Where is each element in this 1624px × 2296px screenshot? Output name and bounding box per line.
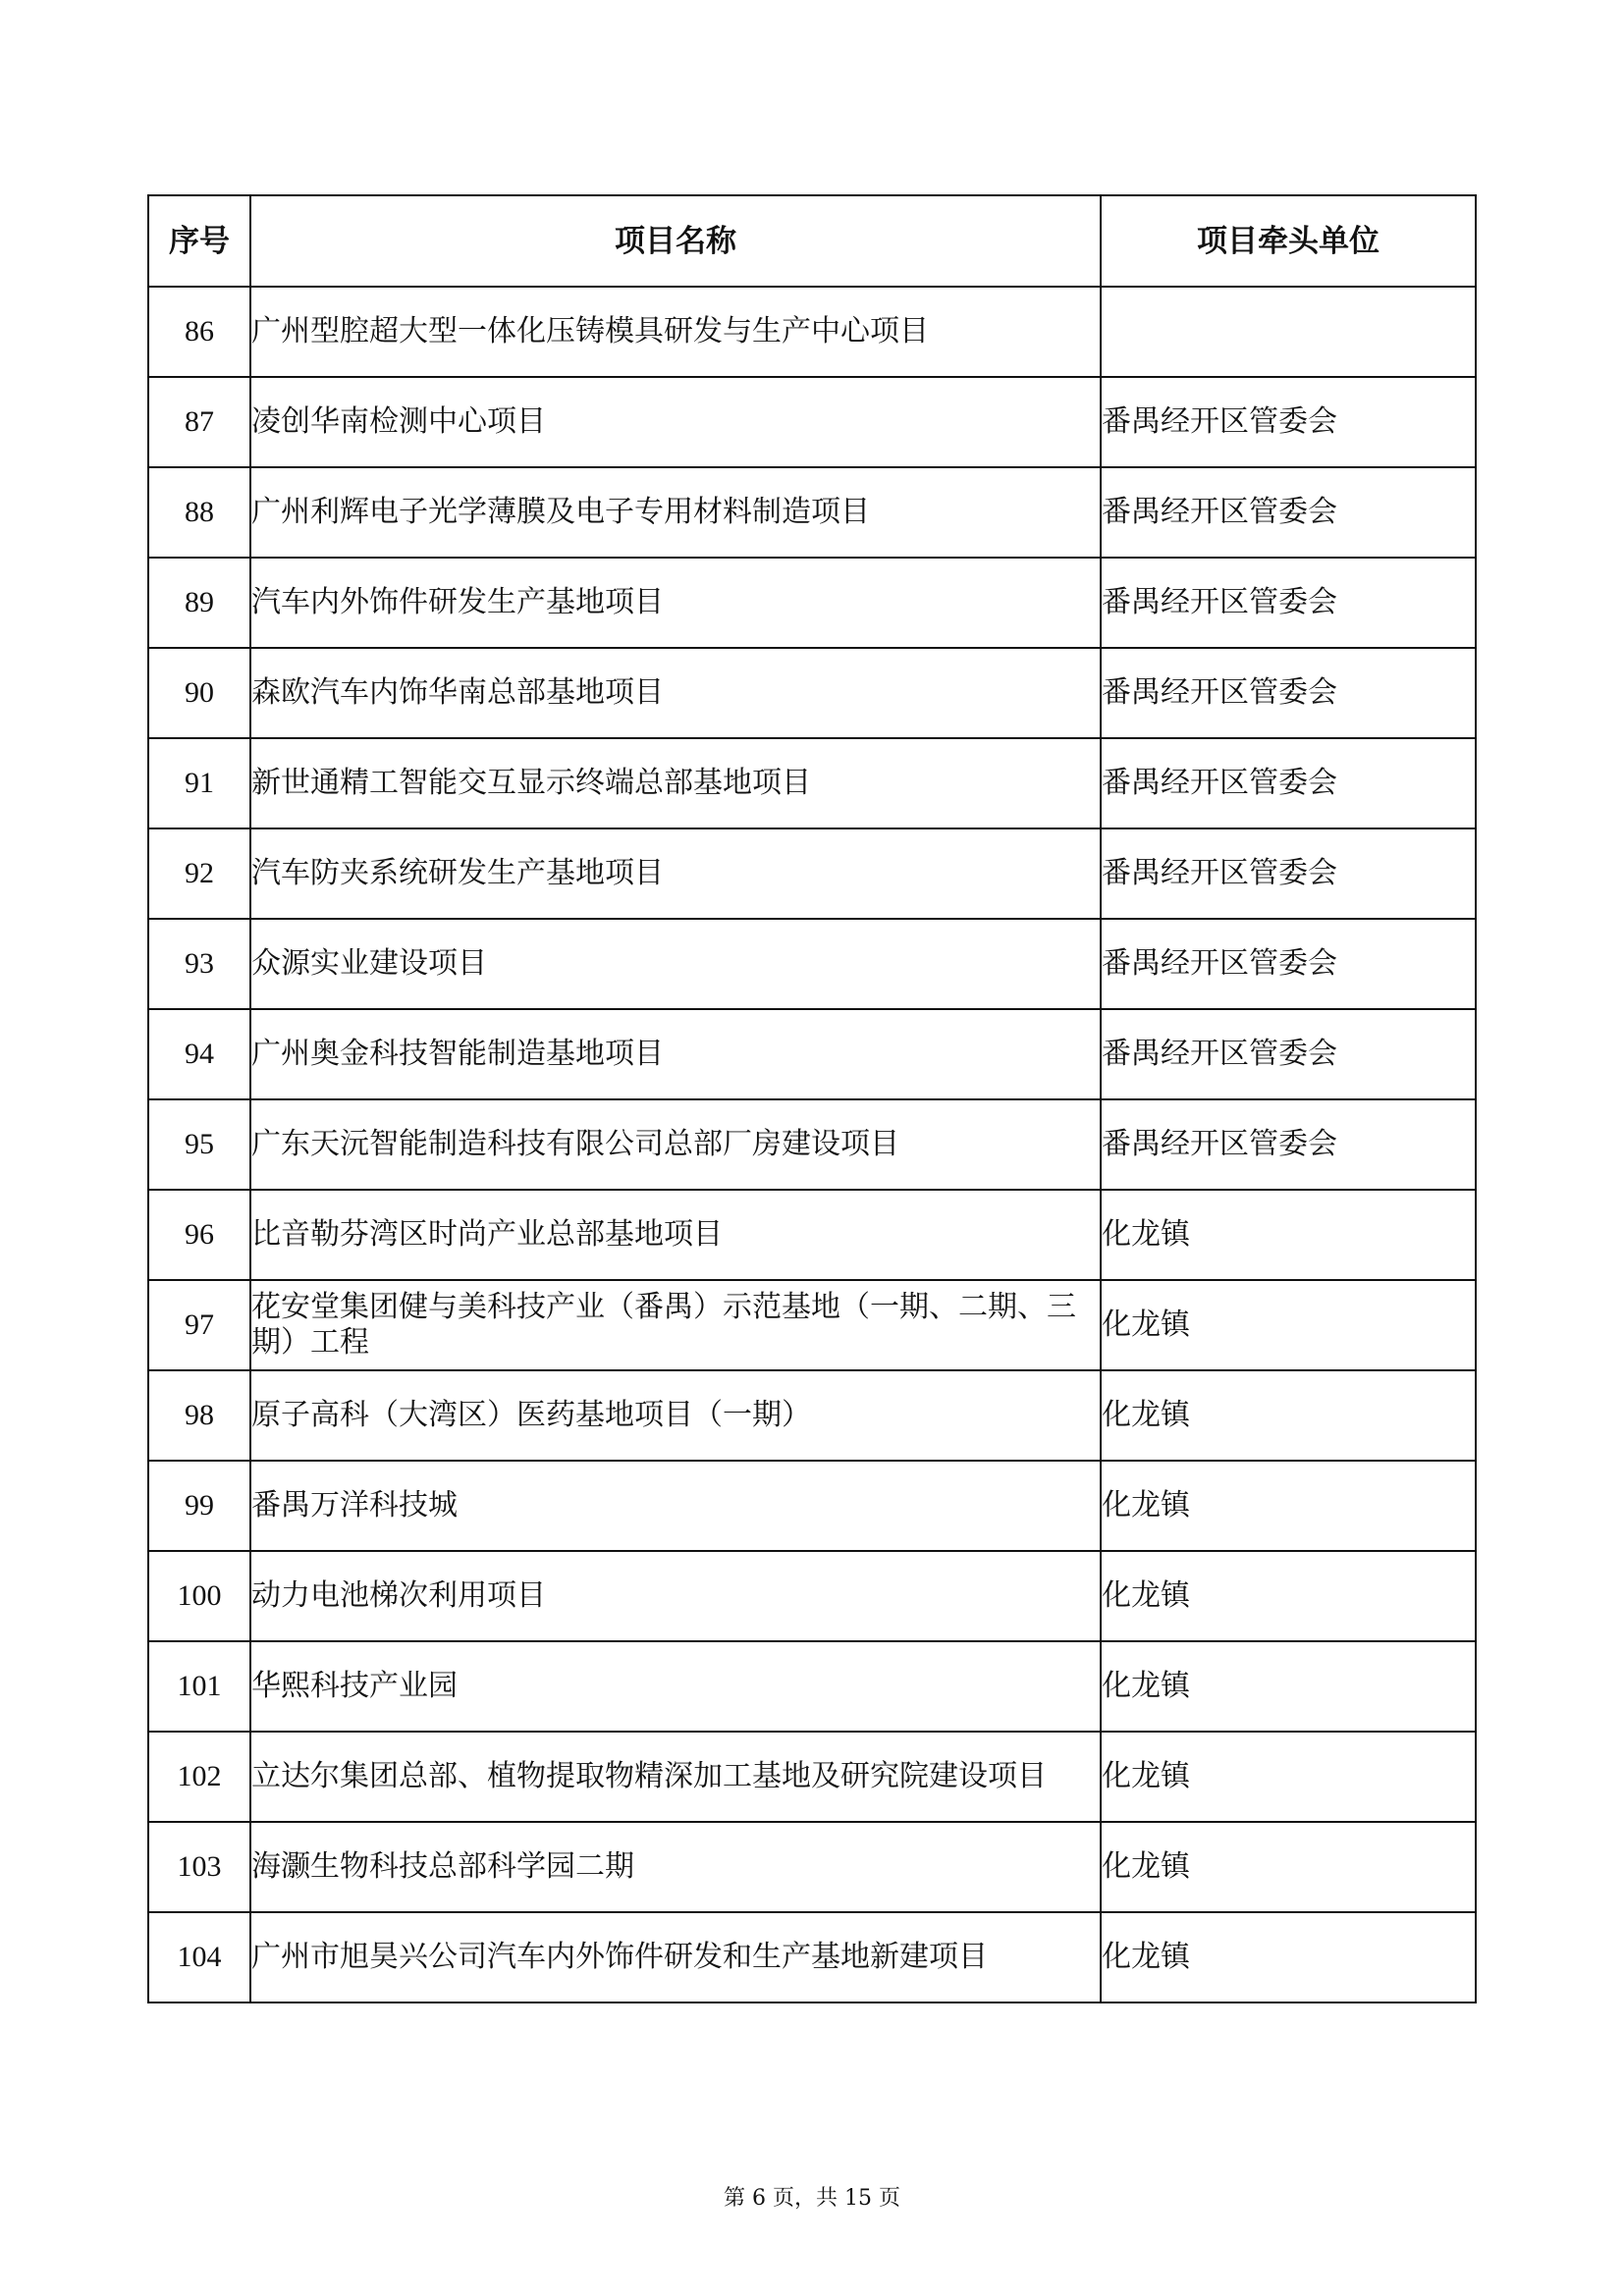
lead-unit-cell: 番禺经开区管委会 xyxy=(1101,919,1476,1009)
row-number: 95 xyxy=(148,1099,250,1190)
project-name-cell: 森欧汽车内饰华南总部基地项目 xyxy=(250,648,1101,738)
table-row xyxy=(148,1461,1476,1551)
lead-unit-cell: 番禺经开区管委会 xyxy=(1101,1009,1476,1099)
lead-unit-cell: 化龙镇 xyxy=(1101,1370,1476,1461)
row-number: 97 xyxy=(148,1280,250,1370)
row-number: 91 xyxy=(148,738,250,828)
row-number: 99 xyxy=(148,1461,250,1551)
project-name-cell: 华熙科技产业园 xyxy=(250,1641,1101,1732)
project-name-cell: 广州利辉电子光学薄膜及电子专用材料制造项目 xyxy=(250,467,1101,558)
table-row xyxy=(148,1009,1476,1099)
table-row xyxy=(148,1190,1476,1280)
table-body xyxy=(148,287,1476,2002)
page-number-footer: 第 6 页，共 15 页 xyxy=(724,2186,900,2211)
lead-unit-cell: 化龙镇 xyxy=(1101,1280,1476,1370)
lead-unit-cell: 番禺经开区管委会 xyxy=(1101,467,1476,558)
table-row xyxy=(148,1822,1476,1912)
project-name-cell: 广州奥金科技智能制造基地项目 xyxy=(250,1009,1101,1099)
row-number: 101 xyxy=(148,1641,250,1732)
lead-unit-cell: 化龙镇 xyxy=(1101,1641,1476,1732)
lead-unit-cell: 化龙镇 xyxy=(1101,1190,1476,1280)
row-number: 90 xyxy=(148,648,250,738)
lead-unit-cell: 番禺经开区管委会 xyxy=(1101,648,1476,738)
table-row xyxy=(148,919,1476,1009)
table-row xyxy=(148,287,1476,377)
lead-unit-cell: 化龙镇 xyxy=(1101,1732,1476,1822)
table-row xyxy=(148,1732,1476,1822)
project-name-cell: 广东天沅智能制造科技有限公司总部厂房建设项目 xyxy=(250,1099,1101,1190)
table-row xyxy=(148,467,1476,558)
lead-unit-cell: 番禺经开区管委会 xyxy=(1101,377,1476,467)
table-row xyxy=(148,1912,1476,2002)
project-name-cell: 番禺万洋科技城 xyxy=(250,1461,1101,1551)
row-number: 96 xyxy=(148,1190,250,1280)
row-number: 93 xyxy=(148,919,250,1009)
project-name-cell: 海灏生物科技总部科学园二期 xyxy=(250,1822,1101,1912)
row-number: 104 xyxy=(148,1912,250,2002)
row-number: 89 xyxy=(148,558,250,648)
project-name-cell: 比音勒芬湾区时尚产业总部基地项目 xyxy=(250,1190,1101,1280)
row-number: 94 xyxy=(148,1009,250,1099)
row-number: 88 xyxy=(148,467,250,558)
project-name-cell: 花安堂集团健与美科技产业（番禺）示范基地（一期、二期、三期）工程 xyxy=(250,1280,1101,1370)
project-name-cell: 凌创华南检测中心项目 xyxy=(250,377,1101,467)
project-name-cell: 立达尔集团总部、植物提取物精深加工基地及研究院建设项目 xyxy=(250,1732,1101,1822)
lead-unit-cell: 化龙镇 xyxy=(1101,1912,1476,2002)
row-number: 92 xyxy=(148,828,250,919)
project-name-cell: 广州市旭昊兴公司汽车内外饰件研发和生产基地新建项目 xyxy=(250,1912,1101,2002)
project-name-cell: 汽车内外饰件研发生产基地项目 xyxy=(250,558,1101,648)
lead-unit-cell: 化龙镇 xyxy=(1101,1551,1476,1641)
row-number: 102 xyxy=(148,1732,250,1822)
table-row xyxy=(148,377,1476,467)
row-number: 100 xyxy=(148,1551,250,1641)
table-row xyxy=(148,1280,1476,1370)
project-name-cell: 众源实业建设项目 xyxy=(250,919,1101,1009)
lead-unit-cell: 番禺经开区管委会 xyxy=(1101,828,1476,919)
table-row xyxy=(148,558,1476,648)
header-no: 序号 xyxy=(148,195,250,287)
row-number: 98 xyxy=(148,1370,250,1461)
lead-unit-cell: 番禺经开区管委会 xyxy=(1101,558,1476,648)
project-name-cell: 动力电池梯次利用项目 xyxy=(250,1551,1101,1641)
lead-unit-cell xyxy=(1101,287,1476,377)
table-row xyxy=(148,1641,1476,1732)
project-name-cell: 广州型腔超大型一体化压铸模具研发与生产中心项目 xyxy=(250,287,1101,377)
lead-unit-cell: 化龙镇 xyxy=(1101,1822,1476,1912)
table-row xyxy=(148,1551,1476,1641)
table-row xyxy=(148,738,1476,828)
lead-unit-cell: 番禺经开区管委会 xyxy=(1101,738,1476,828)
header-project-name: 项目名称 xyxy=(250,195,1101,287)
table-row xyxy=(148,1370,1476,1461)
project-name-cell: 原子高科（大湾区）医药基地项目（一期） xyxy=(250,1370,1101,1461)
lead-unit-cell: 化龙镇 xyxy=(1101,1461,1476,1551)
header-lead-unit: 项目牵头单位 xyxy=(1101,195,1476,287)
project-name-cell: 汽车防夹系统研发生产基地项目 xyxy=(250,828,1101,919)
row-number: 87 xyxy=(148,377,250,467)
table-header-row xyxy=(148,195,1476,287)
lead-unit-cell: 番禺经开区管委会 xyxy=(1101,1099,1476,1190)
project-table xyxy=(147,194,1477,2003)
row-number: 86 xyxy=(148,287,250,377)
table-row xyxy=(148,828,1476,919)
table-row xyxy=(148,648,1476,738)
project-name-cell: 新世通精工智能交互显示终端总部基地项目 xyxy=(250,738,1101,828)
table-row xyxy=(148,1099,1476,1190)
row-number: 103 xyxy=(148,1822,250,1912)
